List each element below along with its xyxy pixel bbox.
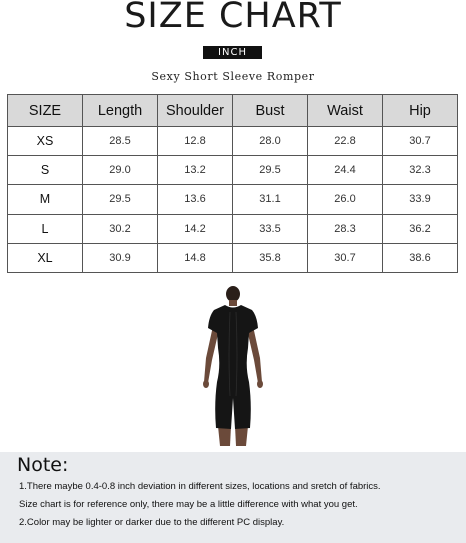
hip-cell: 33.9	[383, 185, 458, 214]
note-panel	[0, 452, 466, 543]
model-left-leg	[218, 426, 231, 446]
hip-cell: 38.6	[383, 243, 458, 272]
note-line: 1.There maybe 0.4-0.8 inch deviation in different sizes, locations and sretch of fabrics.	[19, 481, 381, 492]
length-cell: 29.5	[83, 185, 158, 214]
length-cell: 30.9	[83, 243, 158, 272]
size-cell: M	[8, 185, 83, 214]
bust-cell: 33.5	[233, 214, 308, 243]
waist-cell: 24.4	[308, 156, 383, 185]
shoulder-cell: 13.6	[158, 185, 233, 214]
model-right-leg	[235, 426, 248, 446]
hip-cell: 36.2	[383, 214, 458, 243]
table-header-row	[8, 95, 458, 127]
note-line: Size chart is for reference only, there may be a little difference with what you get.	[19, 499, 358, 510]
length-cell: 30.2	[83, 214, 158, 243]
table-row	[8, 243, 458, 272]
waist-cell: 30.7	[308, 243, 383, 272]
hip-cell: 32.3	[383, 156, 458, 185]
model-right-hand	[257, 380, 263, 388]
size-cell: XL	[8, 243, 83, 272]
size-table	[7, 94, 458, 273]
shoulder-cell: 13.2	[158, 156, 233, 185]
model-left-hand	[203, 380, 209, 388]
shoulder-cell: 14.2	[158, 214, 233, 243]
col-header-waist: Waist	[308, 95, 383, 127]
note-heading: Note:	[17, 454, 69, 476]
waist-cell: 28.3	[308, 214, 383, 243]
shoulder-cell: 14.8	[158, 243, 233, 272]
shoulder-cell: 12.8	[158, 127, 233, 156]
romper-garment	[208, 305, 258, 429]
size-cell: L	[8, 214, 83, 243]
model-right-arm	[248, 326, 262, 383]
size-cell: XS	[8, 127, 83, 156]
col-header-length: Length	[83, 95, 158, 127]
bust-cell: 35.8	[233, 243, 308, 272]
col-header-bust: Bust	[233, 95, 308, 127]
table-row	[8, 127, 458, 156]
hip-cell: 30.7	[383, 127, 458, 156]
table-row	[8, 185, 458, 214]
col-header-hip: Hip	[383, 95, 458, 127]
length-cell: 28.5	[83, 127, 158, 156]
col-header-shoulder: Shoulder	[158, 95, 233, 127]
table-row	[8, 156, 458, 185]
table-row	[8, 214, 458, 243]
bust-cell: 29.5	[233, 156, 308, 185]
model-head	[226, 286, 240, 302]
romper-product-image	[170, 286, 296, 446]
col-header-size: SIZE	[8, 95, 83, 127]
waist-cell: 22.8	[308, 127, 383, 156]
model-neck	[229, 300, 237, 306]
waist-cell: 26.0	[308, 185, 383, 214]
bust-cell: 31.1	[233, 185, 308, 214]
product-subtitle: Sexy Short Sleeve Romper	[151, 70, 315, 83]
model-left-arm	[204, 326, 218, 383]
unit-badge: INCH	[203, 46, 262, 59]
note-line: 2.Color may be lighter or darker due to the different PC display.	[19, 517, 285, 528]
size-chart-title: SIZE CHART	[124, 0, 342, 36]
size-cell: S	[8, 156, 83, 185]
bust-cell: 28.0	[233, 127, 308, 156]
length-cell: 29.0	[83, 156, 158, 185]
